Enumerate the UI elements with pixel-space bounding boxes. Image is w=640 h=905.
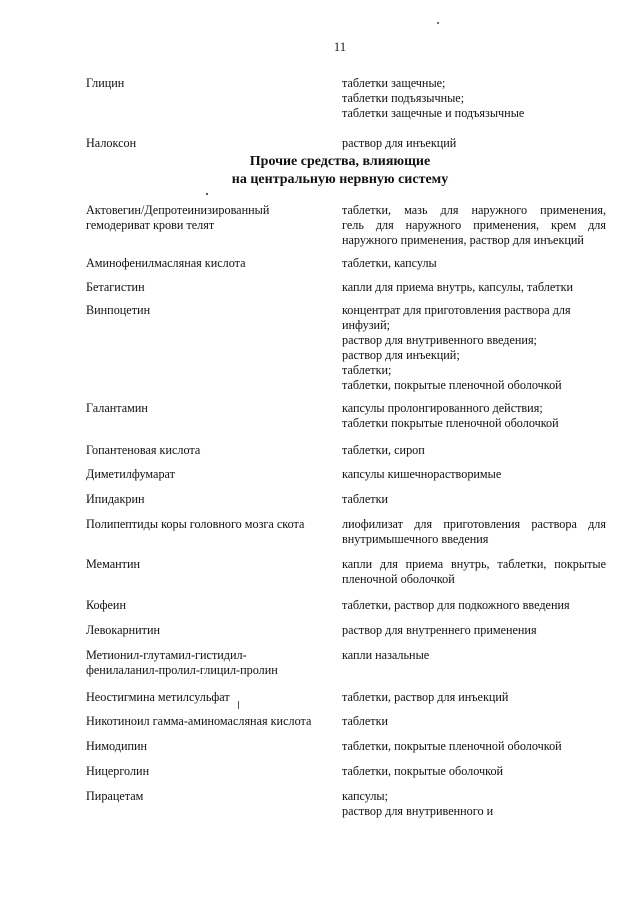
drug-name: Неостигмина метилсульфат bbox=[86, 690, 230, 704]
dosage-form-line: концентрат для приготовления раствора для bbox=[342, 303, 571, 317]
dosage-form-line: гель для наружного применения, крем для bbox=[342, 218, 606, 232]
stray-tick-mark bbox=[238, 701, 239, 709]
table-row bbox=[86, 557, 606, 598]
dosage-form-line: таблетки bbox=[342, 492, 389, 506]
dosage-forms bbox=[342, 789, 606, 819]
dosage-forms bbox=[342, 136, 606, 151]
drug-name: Бетагистин bbox=[86, 280, 145, 294]
dosage-form-line: инфузий; bbox=[342, 318, 390, 332]
dosage-forms bbox=[342, 714, 606, 729]
dosage-forms bbox=[342, 401, 606, 431]
dosage-forms bbox=[342, 203, 606, 248]
stray-dot-mark bbox=[437, 22, 439, 24]
table-row bbox=[86, 598, 606, 623]
table-row bbox=[86, 492, 606, 517]
drug-name: Кофеин bbox=[86, 598, 126, 612]
dosage-form-line: раствор для инъекций bbox=[342, 136, 457, 150]
drug-name: Метионил-глутамил-гистидил- фенилаланил-пролил-глицил-пролин bbox=[86, 648, 278, 677]
table-row bbox=[86, 467, 606, 492]
table-row bbox=[86, 203, 606, 256]
dosage-form-line: капли назальные bbox=[342, 648, 430, 662]
drug-name: Полипептиды коры головного мозга скота bbox=[86, 517, 305, 531]
dosage-form-line: внутримышечного введения bbox=[342, 532, 489, 546]
dosage-forms bbox=[342, 443, 606, 458]
table-row bbox=[86, 739, 606, 764]
dosage-form-line: таблетки защечные и подъязычные bbox=[342, 106, 525, 120]
drug-name: Диметилфумарат bbox=[86, 467, 175, 481]
table-row bbox=[86, 443, 606, 467]
dosage-form-line: таблетки, покрытые пленочной оболочкой bbox=[342, 378, 562, 392]
dosage-form-line: таблетки bbox=[342, 714, 389, 728]
drug-name: Актовегин/Депротеинизированный гемодериват крови телят bbox=[86, 203, 270, 232]
dosage-forms bbox=[342, 517, 606, 547]
table-row bbox=[86, 764, 606, 789]
drug-name: Пирацетам bbox=[86, 789, 144, 803]
dosage-forms bbox=[342, 303, 606, 393]
top-drug-list bbox=[86, 76, 606, 151]
dosage-form-line: таблетки, сироп bbox=[342, 443, 425, 457]
dosage-form-line: капли для приема внутрь, капсулы, таблетки bbox=[342, 280, 574, 294]
table-row bbox=[86, 136, 606, 151]
table-row bbox=[86, 280, 606, 303]
dosage-form-line: таблетки защечные; bbox=[342, 76, 446, 90]
drug-name: Глицин bbox=[86, 76, 125, 90]
dosage-form-line: таблетки, покрытые пленочной оболочкой bbox=[342, 739, 562, 753]
drug-list bbox=[86, 203, 606, 823]
dosage-forms bbox=[342, 739, 606, 754]
dosage-form-line: раствор для инъекций; bbox=[342, 348, 460, 362]
dosage-form-line: таблетки, раствор для подкожного введения bbox=[342, 598, 570, 612]
table-row bbox=[86, 648, 606, 690]
dosage-forms bbox=[342, 623, 606, 638]
dosage-form-line: таблетки, капсулы bbox=[342, 256, 437, 270]
dosage-form-line: капсулы кишечнорастворимые bbox=[342, 467, 502, 481]
dosage-form-line: раствор для внутривенного и bbox=[342, 804, 494, 818]
dosage-forms bbox=[342, 280, 606, 295]
dosage-form-line: лиофилизат для приготовления раствора для bbox=[342, 517, 606, 531]
drug-name: Никотиноил гамма-аминомасляная кислота bbox=[86, 714, 312, 728]
dosage-form-line: таблетки, раствор для инъекций bbox=[342, 690, 509, 704]
dosage-form-line: капли для приема внутрь, таблетки, покрытые bbox=[342, 557, 606, 571]
drug-name: Ипидакрин bbox=[86, 492, 145, 506]
section-heading-line: Прочие средства, влияющие bbox=[249, 154, 431, 169]
dosage-form-line: раствор для внутривенного введения; bbox=[342, 333, 537, 347]
dosage-forms bbox=[342, 557, 606, 587]
section-heading-line: на центральную нервную систему bbox=[231, 172, 449, 187]
table-row bbox=[86, 690, 606, 714]
drug-name: Аминофенилмасляная кислота bbox=[86, 256, 246, 270]
table-row bbox=[86, 401, 606, 443]
drug-name: Гопантеновая кислота bbox=[86, 443, 201, 457]
dosage-form-line: капсулы; bbox=[342, 789, 388, 803]
dosage-forms bbox=[342, 76, 606, 121]
drug-name: Левокарнитин bbox=[86, 623, 161, 637]
dosage-form-line: таблетки, покрытые оболочкой bbox=[342, 764, 504, 778]
table-row bbox=[86, 714, 606, 739]
dosage-forms bbox=[342, 764, 606, 779]
table-row bbox=[86, 517, 606, 557]
table-row bbox=[86, 789, 606, 823]
dosage-form-line: таблетки; bbox=[342, 363, 392, 377]
dosage-form-line: пленочной оболочкой bbox=[342, 572, 455, 586]
dosage-form-line: таблетки покрытые пленочной оболочкой bbox=[342, 416, 559, 430]
drug-name: Мемантин bbox=[86, 557, 141, 571]
dosage-form-line: раствор для внутреннего применения bbox=[342, 623, 537, 637]
dosage-forms bbox=[342, 492, 606, 507]
section-heading bbox=[0, 153, 640, 189]
dosage-forms bbox=[342, 690, 606, 705]
dosage-form-line: наружного применения, раствор для инъекций bbox=[342, 233, 584, 247]
dosage-forms bbox=[342, 256, 606, 271]
page-number: 11 bbox=[333, 39, 347, 54]
table-row bbox=[86, 76, 606, 136]
table-row bbox=[86, 303, 606, 401]
dosage-form-line: таблетки подъязычные; bbox=[342, 91, 465, 105]
dosage-forms bbox=[342, 467, 606, 482]
dosage-forms bbox=[342, 648, 606, 663]
dosage-form-line: капсулы пролонгированного действия; bbox=[342, 401, 543, 415]
drug-name: Винпоцетин bbox=[86, 303, 151, 317]
dosage-forms bbox=[342, 598, 606, 613]
drug-name: Ницерголин bbox=[86, 764, 150, 778]
drug-name: Галантамин bbox=[86, 401, 148, 415]
drug-name: Нимодипин bbox=[86, 739, 148, 753]
stray-dot-mark bbox=[206, 193, 208, 195]
table-row bbox=[86, 256, 606, 280]
table-row bbox=[86, 623, 606, 648]
dosage-form-line: таблетки, мазь для наружного применения, bbox=[342, 203, 606, 217]
drug-name: Налоксон bbox=[86, 136, 137, 150]
